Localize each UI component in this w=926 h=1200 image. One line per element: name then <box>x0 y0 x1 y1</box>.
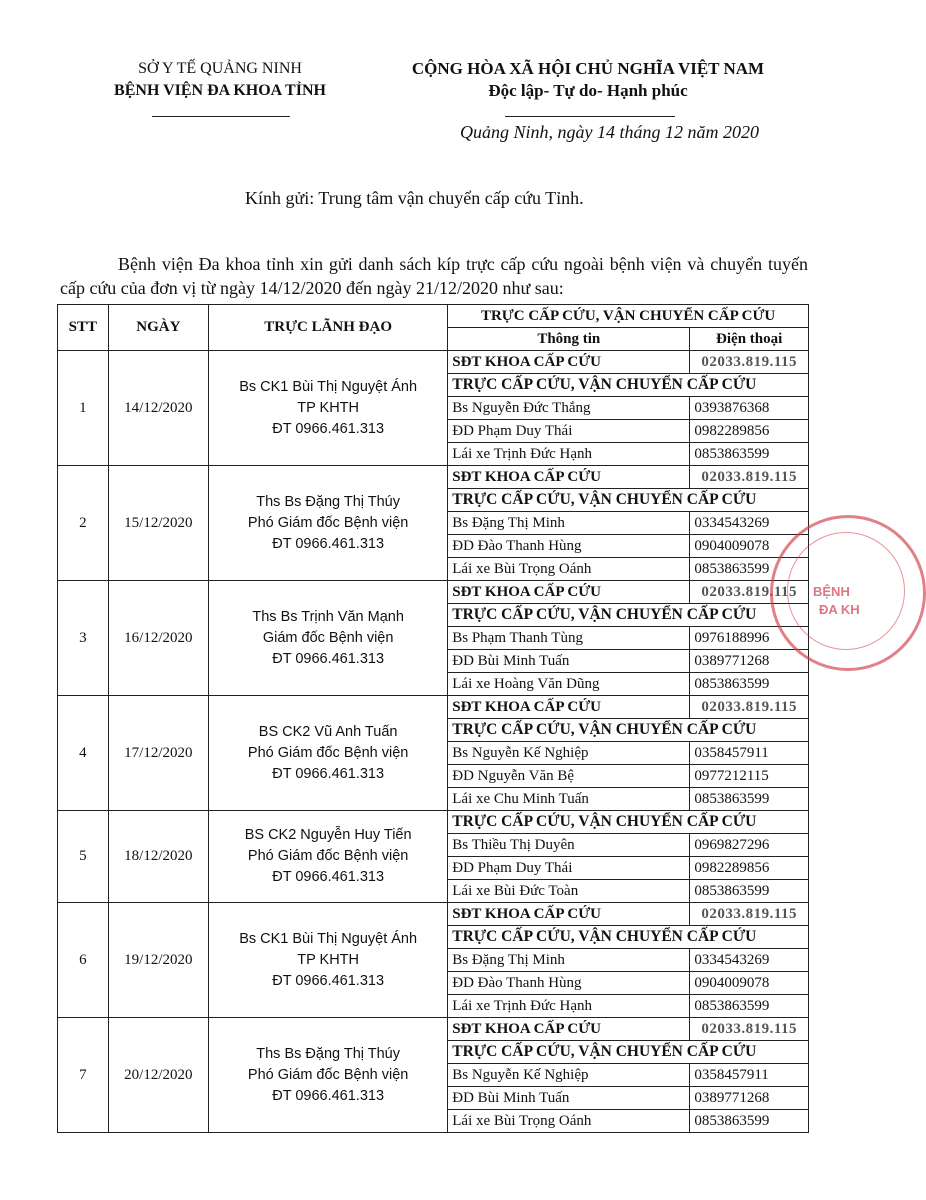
section-title: TRỰC CẤP CỨU, VẬN CHUYỂN CẤP CỨU <box>448 926 809 949</box>
row-leader <box>209 351 448 466</box>
row-date: 17/12/2020 <box>108 696 208 811</box>
department-name: SỞ Y TẾ QUẢNG NINH <box>138 60 302 77</box>
staff-phone: 0393876368 <box>690 397 809 420</box>
staff-phone: 0853863599 <box>690 880 809 903</box>
hotline-row <box>58 903 809 926</box>
hotline-row <box>58 466 809 489</box>
row-stt: 4 <box>58 696 109 811</box>
row-stt: 7 <box>58 1018 109 1133</box>
leader-line: TP KHTH <box>297 951 360 968</box>
staff-phone: 0334543269 <box>690 949 809 972</box>
duty-roster-table <box>57 304 809 1133</box>
hotline-number: 02033.819.115 <box>690 696 809 719</box>
leader-line: Phó Giám đốc Bệnh viện <box>247 514 409 531</box>
staff-phone: 0904009078 <box>690 535 809 558</box>
leader-line: Giám đốc Bệnh viện <box>262 629 394 646</box>
row-date: 15/12/2020 <box>108 466 208 581</box>
row-leader <box>209 696 448 811</box>
leader-line: ĐT 0966.461.313 <box>272 765 385 782</box>
roster-body <box>58 351 809 1133</box>
staff-phone: 0853863599 <box>690 1110 809 1133</box>
leader-line: ĐT 0966.461.313 <box>272 869 385 885</box>
row-date: 20/12/2020 <box>108 1018 208 1133</box>
staff-name: Bs Thiều Thị Duyên <box>448 834 690 857</box>
hotline-label: SĐT KHOA CẤP CỨU <box>448 903 690 926</box>
leader-line: ĐT 0966.461.313 <box>272 420 385 437</box>
row-stt: 2 <box>58 466 109 581</box>
staff-name: Lái xe Trịnh Đức Hạnh <box>448 443 690 466</box>
staff-name: ĐD Đào Thanh Hùng <box>448 535 690 558</box>
leader-line: Phó Giám đốc Bệnh viện <box>247 744 409 761</box>
header-group: TRỰC CẤP CỨU, VẬN CHUYỂN CẤP CỨU <box>448 305 809 328</box>
hotline-row <box>58 1018 809 1041</box>
national-motto: Độc lập- Tự do- Hạnh phúc <box>488 81 688 100</box>
document-date: Quảng Ninh, ngày 14 tháng 12 năm 2020 <box>460 122 759 142</box>
hotline-row <box>58 351 809 374</box>
section-title: TRỰC CẤP CỨU, VẬN CHUYỂN CẤP CỨU <box>448 811 809 834</box>
motto-underline <box>505 116 675 117</box>
staff-phone: 0358457911 <box>690 1064 809 1087</box>
staff-phone: 0853863599 <box>690 995 809 1018</box>
section-title: TRỰC CẤP CỨU, VẬN CHUYỂN CẤP CỨU <box>448 604 809 627</box>
hotline-number: 02033.819.115 <box>690 903 809 926</box>
leader-line: ĐT 0966.461.313 <box>272 972 385 989</box>
section-title: TRỰC CẤP CỨU, VẬN CHUYỂN CẤP CỨU <box>448 489 809 512</box>
staff-name: ĐD Phạm Duy Thái <box>448 420 690 443</box>
leader-line: BS CK2 Vũ Anh Tuấn <box>258 723 398 740</box>
staff-phone: 0389771268 <box>690 650 809 673</box>
row-leader <box>209 903 448 1018</box>
row-date: 16/12/2020 <box>108 581 208 696</box>
row-leader <box>209 1018 448 1133</box>
staff-phone: 0853863599 <box>690 443 809 466</box>
hotline-number: 02033.819.115 <box>690 1018 809 1041</box>
staff-phone: 0334543269 <box>690 512 809 535</box>
staff-phone: 0389771268 <box>690 1087 809 1110</box>
leader-line: BS CK2 Nguyễn Huy Tiến <box>244 827 412 843</box>
section-title: TRỰC CẤP CỨU, VẬN CHUYỂN CẤP CỨU <box>448 374 809 397</box>
national-title: CỘNG HÒA XÃ HỘI CHỦ NGHĨA VIỆT NAM <box>411 59 765 78</box>
staff-name: ĐD Đào Thanh Hùng <box>448 972 690 995</box>
hotline-label: SĐT KHOA CẤP CỨU <box>448 351 690 374</box>
row-date: 18/12/2020 <box>108 811 208 903</box>
staff-phone: 0976188996 <box>690 627 809 650</box>
leader-line: Ths Bs Đặng Thị Thúy <box>256 493 400 510</box>
stamp-text-1: BỆNH <box>813 584 850 599</box>
leader-line: Phó Giám đốc Bệnh viện <box>247 848 409 864</box>
staff-name: Bs Nguyễn Kế Nghiệp <box>448 1064 690 1087</box>
staff-phone: 0358457911 <box>690 742 809 765</box>
stamp-text-2: ĐA KH <box>819 602 860 617</box>
header-date: NGÀY <box>108 305 208 351</box>
section-title: TRỰC CẤP CỨU, VẬN CHUYỂN CẤP CỨU <box>448 1041 809 1064</box>
hotline-label: SĐT KHOA CẤP CỨU <box>448 696 690 719</box>
row-leader <box>209 466 448 581</box>
hotline-number: 02033.819.115 <box>690 466 809 489</box>
issuer-underline <box>152 116 290 117</box>
staff-phone: 0853863599 <box>690 673 809 696</box>
staff-name: Lái xe Bùi Đức Toàn <box>448 880 690 903</box>
row-leader <box>209 811 448 903</box>
leader-line: ĐT 0966.461.313 <box>272 1087 385 1104</box>
staff-name: ĐD Phạm Duy Thái <box>448 857 690 880</box>
hotline-label: SĐT KHOA CẤP CỨU <box>448 581 690 604</box>
staff-name: Bs Phạm Thanh Tùng <box>448 627 690 650</box>
header-leader: TRỰC LÃNH ĐẠO <box>209 305 448 351</box>
hotline-row <box>58 696 809 719</box>
national-header <box>388 58 788 102</box>
hotline-number: 02033.819.115 <box>690 581 809 604</box>
staff-name: ĐD Bùi Minh Tuấn <box>448 650 690 673</box>
header-phone: Điện thoại <box>690 328 809 351</box>
staff-name: Lái xe Trịnh Đức Hạnh <box>448 995 690 1018</box>
staff-name: Lái xe Chu Minh Tuấn <box>448 788 690 811</box>
leader-line: ĐT 0966.461.313 <box>272 650 385 667</box>
hotline-label: SĐT KHOA CẤP CỨU <box>448 466 690 489</box>
hotline-label: SĐT KHOA CẤP CỨU <box>448 1018 690 1041</box>
staff-name: Bs Nguyễn Kế Nghiệp <box>448 742 690 765</box>
staff-name: Bs Đặng Thị Minh <box>448 512 690 535</box>
staff-name: ĐD Bùi Minh Tuấn <box>448 1087 690 1110</box>
row-stt: 1 <box>58 351 109 466</box>
section-title-row <box>58 811 809 834</box>
staff-phone: 0969827296 <box>690 834 809 857</box>
row-stt: 6 <box>58 903 109 1018</box>
header-info: Thông tin <box>448 328 690 351</box>
leader-line: Phó Giám đốc Bệnh viện <box>247 1066 409 1083</box>
leader-line: TP KHTH <box>297 399 360 416</box>
row-date: 14/12/2020 <box>108 351 208 466</box>
staff-phone: 0982289856 <box>690 420 809 443</box>
leader-line: Ths Bs Đặng Thị Thúy <box>256 1045 400 1062</box>
hotline-number: 02033.819.115 <box>690 351 809 374</box>
header-stt: STT <box>58 305 109 351</box>
staff-name: Lái xe Bùi Trọng Oánh <box>448 1110 690 1133</box>
section-title: TRỰC CẤP CỨU, VẬN CHUYỂN CẤP CỨU <box>448 719 809 742</box>
recipient-line: Kính gửi: Trung tâm vận chuyển cấp cứu Tỉnh. <box>245 188 584 208</box>
staff-phone: 0904009078 <box>690 972 809 995</box>
leader-line: Bs CK1 Bùi Thị Nguyệt Ánh <box>239 930 418 947</box>
issuer-block <box>85 58 355 102</box>
intro-paragraph: Bệnh viện Đa khoa tỉnh xin gửi danh sách kíp trực cấp cứu ngoài bệnh viện và chuyển tuyến cấp cứu của đơn vị từ ngày 14/12/2020 đến ngày 21/12/2020 như sau: <box>60 254 808 298</box>
leader-line: Ths Bs Trịnh Văn Mạnh <box>252 608 404 625</box>
row-leader <box>209 581 448 696</box>
hotline-row <box>58 581 809 604</box>
staff-phone: 0853863599 <box>690 788 809 811</box>
row-stt: 3 <box>58 581 109 696</box>
staff-phone: 0853863599 <box>690 558 809 581</box>
staff-name: ĐD Nguyễn Văn Bệ <box>448 765 690 788</box>
staff-name: Bs Nguyễn Đức Thắng <box>448 397 690 420</box>
leader-line: ĐT 0966.461.313 <box>272 535 385 552</box>
staff-phone: 0977212115 <box>690 765 809 788</box>
hospital-name: BỆNH VIỆN ĐA KHOA TỈNH <box>114 82 326 99</box>
row-date: 19/12/2020 <box>108 903 208 1018</box>
staff-name: Lái xe Hoàng Văn Dũng <box>448 673 690 696</box>
staff-name: Bs Đặng Thị Minh <box>448 949 690 972</box>
leader-line: Bs CK1 Bùi Thị Nguyệt Ánh <box>239 378 418 395</box>
staff-phone: 0982289856 <box>690 857 809 880</box>
row-stt: 5 <box>58 811 109 903</box>
staff-name: Lái xe Bùi Trọng Oánh <box>448 558 690 581</box>
